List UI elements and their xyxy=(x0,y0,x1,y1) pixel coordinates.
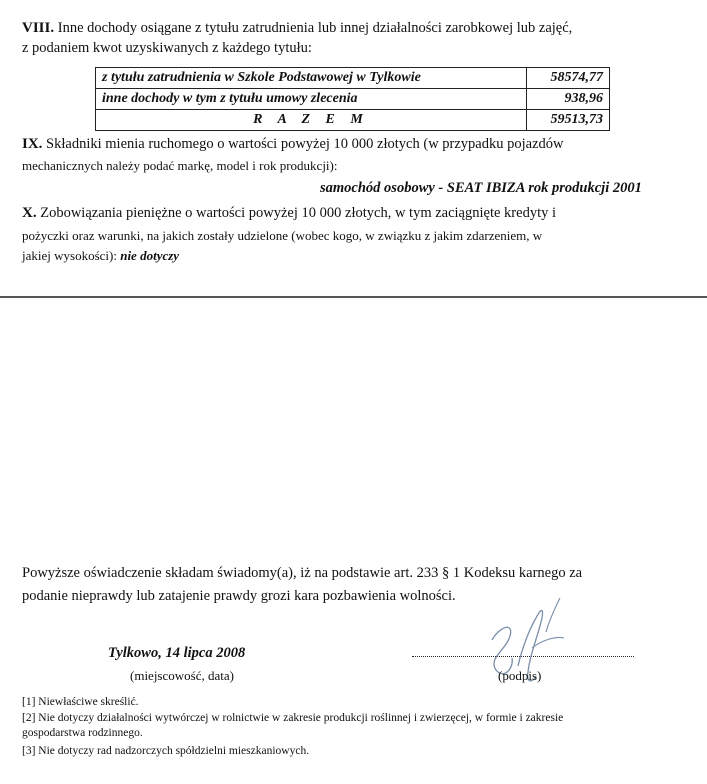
section-9-heading xyxy=(22,136,564,153)
section-10-answer: nie dotyczy xyxy=(120,248,180,263)
table-row xyxy=(96,89,610,110)
place-date-caption: (miejscowość, data) xyxy=(130,668,234,683)
table-row xyxy=(96,68,610,89)
footnote-3: [3] Nie dotyczy rad nadzorczych spółdzielni mieszkaniowych. xyxy=(22,745,310,757)
divider-line xyxy=(0,296,707,298)
section-10-text-line2: pożyczki oraz warunki, na jakich zostały udzielone (wobec kogo, w związku z jakim zdarzeniem, w xyxy=(22,228,543,243)
section-10-number: X. xyxy=(22,205,37,221)
income-amount: 938,96 xyxy=(527,89,610,110)
footnote-2-continued: gospodarstwa rodzinnego. xyxy=(22,727,143,739)
section-10-text-line3 xyxy=(22,248,179,264)
declaration-line1: Powyższe oświadczenie składam świadomy(a), iż na podstawie art. 233 § 1 Kodeksu karnego za xyxy=(22,565,583,581)
income-label: inne dochody w tym z tytułu umowy zlecenia xyxy=(96,89,527,110)
section-9-answer: samochód osobowy - SEAT IBIZA rok produkcji 2001 xyxy=(320,180,642,196)
section-10-heading xyxy=(22,205,556,222)
section-10-text-line1: Zobowiązania pieniężne o wartości powyżej 10 000 złotych, w tym zaciągnięte kredyty i xyxy=(40,205,556,221)
section-8-text-line2: z podaniem kwot uzyskiwanych z każdego tytułu: xyxy=(22,40,312,56)
total-amount: 59513,73 xyxy=(527,110,610,131)
declaration-line2: podanie nieprawdy lub zatajenie prawdy grozi kara pozbawienia wolności. xyxy=(22,588,456,604)
signature-caption: (podpis) xyxy=(498,668,542,683)
section-8-number: VIII. xyxy=(22,20,55,36)
footnote-2: [2] Nie dotyczy działalności wytwórczej w rolnictwie w zakresie produkcji roślinnej i zwierzęcej, w formie i zakresie xyxy=(22,712,564,724)
section-9-text-line2: mechanicznych należy podać markę, model i rok produkcji): xyxy=(22,158,338,173)
table-row xyxy=(96,110,610,131)
section-8-heading xyxy=(22,20,572,37)
income-label: z tytułu zatrudnienia w Szkole Podstawowej w Tylkowie xyxy=(96,68,527,89)
section-10-text-line3-label: jakiej wysokości): xyxy=(22,248,117,263)
place-date: Tylkowo, 14 lipca 2008 xyxy=(108,645,246,661)
income-amount: 58574,77 xyxy=(527,68,610,89)
section-8-text-line1: Inne dochody osiągane z tytułu zatrudnienia lub innej działalności zarobkowej lub zajęć, xyxy=(57,20,573,36)
footnote-1: [1] Niewłaściwe skreślić. xyxy=(22,696,139,708)
section-9-number: IX. xyxy=(22,136,43,152)
section-9-text-line1: Składniki mienia ruchomego o wartości powyżej 10 000 złotych (w przypadku pojazdów xyxy=(46,136,564,152)
total-label: R A Z E M xyxy=(96,110,527,131)
income-table xyxy=(95,67,610,131)
